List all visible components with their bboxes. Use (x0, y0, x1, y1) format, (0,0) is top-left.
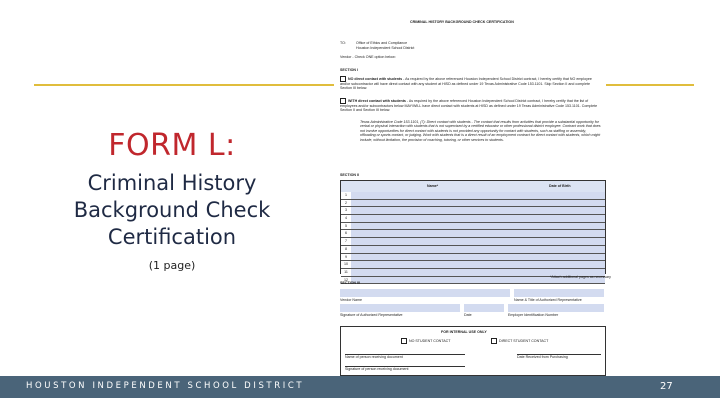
row-number: 5 (341, 223, 352, 230)
dob-input-cell[interactable] (524, 254, 605, 261)
row-number: 7 (341, 238, 352, 245)
internal-use-box (340, 326, 606, 376)
section-2-rows (341, 192, 605, 284)
name-input-cell[interactable] (351, 246, 525, 253)
dob-input-cell[interactable] (524, 207, 605, 214)
name-input-cell[interactable] (351, 230, 525, 237)
pages-note: (1 page) (148, 259, 196, 272)
name-input-cell[interactable] (351, 254, 525, 261)
vendor-id-field[interactable] (508, 304, 604, 312)
table-row (341, 254, 605, 262)
received-by-label: Name of person receiving document (345, 355, 403, 359)
name-title-field[interactable] (514, 289, 604, 297)
date-label: Date (464, 313, 472, 317)
dob-input-cell[interactable] (524, 223, 605, 230)
option-no-contact-bold: NO direct contact with students (348, 76, 403, 81)
row-number: 9 (341, 254, 352, 261)
section-1-label: SECTION I (340, 68, 358, 72)
row-number: 10 (341, 261, 352, 268)
page-number: 27 (660, 381, 673, 392)
row-number: 3 (341, 207, 352, 214)
sig-receiving-label: Signature of person receiving document (345, 367, 409, 371)
to-label: TO: (340, 41, 346, 45)
dob-input-cell[interactable] (524, 192, 605, 199)
document-title: CRIMINAL HISTORY BACKGROUND CHECK CERTIFICATION (410, 20, 514, 24)
table-row (341, 207, 605, 215)
date-received-label: Date Received from Purchasing (517, 355, 568, 359)
form-document-image (334, 14, 611, 371)
attach-note: *Attach additional pages as necessary (550, 275, 611, 279)
table-row (341, 223, 605, 231)
row-number: 8 (341, 246, 352, 253)
to-line-1: Office of Ethics and Compliance (356, 41, 408, 45)
table-row (341, 261, 605, 269)
name-input-cell[interactable] (351, 238, 525, 245)
name-input-cell[interactable] (351, 192, 525, 199)
dob-input-cell[interactable] (524, 230, 605, 237)
dob-input-cell[interactable] (524, 215, 605, 222)
form-subtitle-line: Background Check (73, 198, 271, 222)
dob-input-cell[interactable] (524, 246, 605, 253)
row-number: 6 (341, 230, 352, 237)
option-with-contact-bold: WITH direct contact with students (348, 98, 406, 103)
column-header-dob: Date of Birth (549, 184, 571, 188)
dob-input-cell[interactable] (524, 200, 605, 207)
internal-use-header: FOR INTERNAL USE ONLY (441, 330, 487, 334)
checkbox-internal-no-contact[interactable] (401, 338, 407, 344)
name-input-cell[interactable] (351, 223, 525, 230)
name-title-label: Name & Title of Authorized Representative (514, 298, 582, 302)
no-contact-option (401, 338, 450, 344)
table-row (341, 200, 605, 208)
name-input-cell[interactable] (351, 277, 525, 284)
signature-field[interactable] (340, 304, 460, 312)
name-input-cell[interactable] (351, 261, 525, 268)
option-with-contact-text: - As required by the above referenced Houston Independent School District contract, I hereby certify that the list of employees and/or subcontractors below MAY/WILL have direct contact with students at HISD as defined under 19 Texas Administrative Code 153.1101. Complete Section II and Section III below. (340, 98, 598, 113)
name-input-cell[interactable] (351, 200, 525, 207)
table-row (341, 246, 605, 254)
vendor-name-label: Vendor Name (340, 298, 362, 302)
form-title: FORM L: (108, 128, 236, 163)
district-name: HOUSTON INDEPENDENT SCHOOL DISTRICT (26, 381, 305, 391)
vendor-id-label: Employer Identification Number (508, 313, 559, 317)
dob-input-cell[interactable] (524, 238, 605, 245)
option-with-contact (340, 98, 602, 113)
table-row (341, 238, 605, 246)
section-2-label: SECTION II (340, 173, 359, 177)
slide-title-block (22, 128, 322, 272)
row-number: 11 (341, 269, 352, 276)
column-header-name: Name* (427, 184, 439, 188)
footer-bar (0, 376, 720, 398)
option-no-contact-text: - As required by the above referenced Houston Independent School District contract, I hereby certify that NO employee and/or subcontractor will have direct contact with any student at HISD as defined under 19 Texas Administrative Code 153.1101. Skip Section II and complete Section III below. (340, 76, 592, 91)
date-field[interactable] (464, 304, 504, 312)
row-number: 4 (341, 215, 352, 222)
name-input-cell[interactable] (351, 215, 525, 222)
form-subtitle-line: Certification (107, 225, 237, 249)
table-row (341, 230, 605, 238)
form-subtitle (22, 170, 322, 251)
name-input-cell[interactable] (351, 207, 525, 214)
vendor-name-field[interactable] (340, 289, 510, 297)
section-3-label: SECTION III (340, 281, 360, 285)
form-subtitle-line: Criminal History (87, 171, 257, 195)
direct-contact-option-label: DIRECT STUDENT CONTACT (499, 338, 549, 343)
tac-definition: Texas Administrative Code 153.1101, (7): Direct contact with students - The contact that results from activities that provide a substantial opportunity for verbal or physical interaction with students that is not supervised by a certified educator or other professional district employee. Contract work that does not involve opportunities for direct contact with students is not provided any opportunity for contact with students, such as staffing or assembly, offloading or sports contact, or judging. Work with students that is a direct result of an employment contract for direct contact with students, which might include, without limitation, the provision of coaching, tutoring, or other services to students. (360, 120, 601, 142)
row-number: 12 (341, 277, 352, 284)
dob-input-cell[interactable] (524, 261, 605, 268)
vendor-instruction: Vendor - Check ONE option below: (340, 55, 396, 59)
signature-label: Signature of Authorized Representative (340, 313, 403, 317)
no-contact-option-label: NO STUDENT CONTACT (409, 338, 451, 343)
option-no-contact (340, 76, 602, 91)
row-number: 1 (341, 192, 352, 199)
table-row (341, 192, 605, 200)
to-line-2: Houston Independent School District (356, 46, 415, 50)
table-row (341, 215, 605, 223)
name-input-cell[interactable] (351, 269, 525, 276)
checkbox-internal-direct-contact[interactable] (491, 338, 497, 344)
direct-contact-option (491, 338, 548, 344)
row-number: 2 (341, 200, 352, 207)
